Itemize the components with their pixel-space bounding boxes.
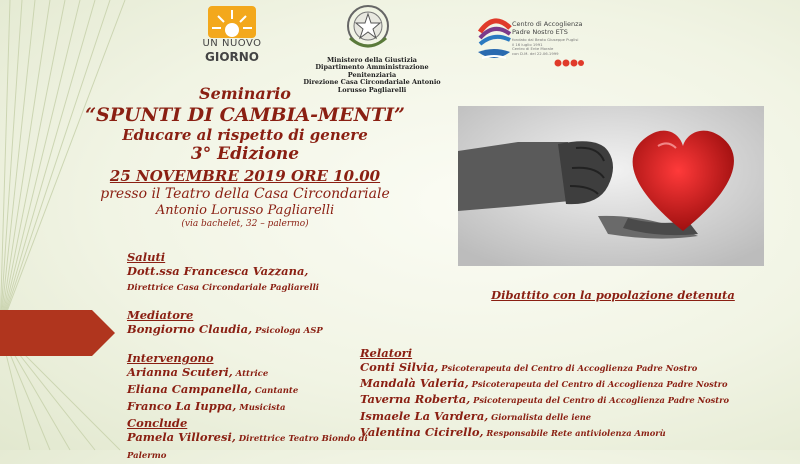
speaker-role: Cantante <box>251 386 299 396</box>
relatori-heading: Relatori <box>360 346 413 360</box>
event-place-name: Antonio Lorusso Pagliarelli <box>155 203 335 218</box>
ministry-line-3: Direzione Casa Circondariale Antonio Lorusso Pagliarelli <box>303 78 441 94</box>
speaker-name: Arianna Scuteri, <box>127 365 233 379</box>
relatore-name: Mandalà Valeria, <box>360 376 469 391</box>
speaker-row <box>127 399 377 416</box>
conclude-heading: Conclude <box>127 416 188 430</box>
event-place: presso il Teatro della Casa Circondariale <box>100 186 390 202</box>
mediatore-role: Psicologa ASP <box>252 326 323 336</box>
relatore-role: Responsabile Rete antiviolenza Amorù <box>483 427 666 438</box>
speaker-role: Musicista <box>236 403 286 413</box>
event-address: (via bachelet, 32 – palermo) <box>181 219 309 229</box>
ministry-line-2: Dipartimento Amministrazione Penitenziaria <box>315 63 429 79</box>
ministry-line-1: Ministero della Giustizia <box>326 56 418 64</box>
seminar-label: Seminario <box>199 84 291 103</box>
relatore-name: Ismaele La Vardera, <box>360 408 489 423</box>
relatore-name: Taverna Roberta, <box>360 392 471 407</box>
centro-accoglienza-logo <box>476 12 586 72</box>
saluti-heading: Saluti <box>127 250 166 264</box>
relatori-column <box>360 346 800 441</box>
mediatore-line <box>127 322 377 339</box>
accoglienza-emblem-icon <box>476 12 512 72</box>
logo-text-line2: GIORNO <box>205 50 259 64</box>
conclude-role: Direttrice Teatro Biondo di <box>235 434 368 444</box>
relatore-row <box>360 376 800 392</box>
acc-line-2: Padre Nostro ETS <box>512 28 568 36</box>
italian-republic-emblem-icon <box>344 2 392 54</box>
speaker-row <box>127 382 377 399</box>
relatore-name: Valentina Cicirello, <box>360 424 484 439</box>
acc-line-1: Centro di Accoglienza <box>512 20 583 28</box>
seminar-subtitle: Educare al rispetto di genere <box>122 126 368 144</box>
conclude-role-2: Palermo <box>127 451 167 461</box>
saluti-role: Direttrice Casa Circondariale Pagliarelli <box>127 283 320 293</box>
event-title-block <box>60 84 430 230</box>
conclude-name: Pamela Villoresi, <box>127 430 236 444</box>
acc-small-2: il 16 luglio 1991 <box>512 41 543 47</box>
conclude-role-line2 <box>127 447 377 464</box>
relatore-row <box>360 409 800 425</box>
accoglienza-details <box>512 38 582 56</box>
speaker-row <box>127 365 377 382</box>
conclude-line <box>127 430 377 447</box>
event-date: 25 NOVEMBRE 2019 ORE 10.00 <box>109 167 381 185</box>
acc-small-3: Centro di Ente Morale <box>512 46 554 51</box>
un-nuovo-giorno-logo <box>200 6 264 66</box>
sun-icon <box>208 6 256 38</box>
red-arrow-shape <box>0 310 115 356</box>
saluti-role-line <box>127 279 377 296</box>
relatore-row <box>360 392 800 408</box>
relatore-role: Psicoterapeuta del Centro di Accoglienza Padre Nostro <box>468 379 728 390</box>
decorative-figures-icon <box>554 56 584 70</box>
acc-small-4: con D.M. del 22.06.1999 <box>512 50 559 56</box>
edition-label: 3° Edizione <box>190 144 300 164</box>
relatore-role: Psicoterapeuta del Centro di Accoglienza Padre Nostro <box>438 363 698 373</box>
intervengono-heading: Intervengono <box>127 351 214 365</box>
speaker-name: Eliana Campanella, <box>127 382 252 396</box>
program-left-column <box>127 250 377 464</box>
relatore-name: Conti Silvia, <box>360 360 439 374</box>
seminar-title: “SPUNTI DI CAMBIA-MENTI” <box>85 104 405 126</box>
logo-text-line1: UN NUOVO <box>202 38 262 49</box>
fist-heart-illustration <box>458 106 764 266</box>
mediatore-name: Bongiorno Claudia, <box>127 322 253 336</box>
relatore-row <box>360 425 800 441</box>
acc-small-1: fondato dal Beato Giuseppe Puglisi <box>512 37 579 42</box>
relatore-role: Psicoterapeuta del Centro di Accoglienza Padre Nostro <box>470 395 730 406</box>
photo-caption: Dibattito con la popolazione detenuta <box>491 288 735 302</box>
speaker-name: Franco La Iuppa, <box>127 399 237 413</box>
saluti-name: Dott.ssa Francesca Vazzana, <box>127 264 309 278</box>
mediatore-heading: Mediatore <box>127 308 194 322</box>
relatore-role: Giornalista delle iene <box>488 411 592 422</box>
relatore-row <box>360 360 800 376</box>
speaker-role: Attrice <box>232 369 269 379</box>
accoglienza-title <box>512 20 582 36</box>
